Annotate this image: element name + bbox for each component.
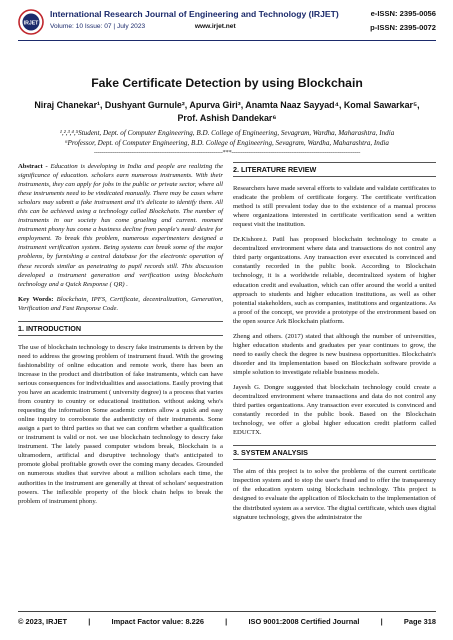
left-column: [18, 162, 223, 512]
literature-paragraph-1: Researchers have made several efforts to validate and validate certificates to eradicate the problem of certificate forgery. The certificate verification method is still prevalent today due to the existence of a manual process where organizations interested in certificate verification send a written request visit the institution.: [233, 185, 436, 229]
system-analysis-paragraph: The aim of this project is to solve the problems of the current certificate inspection system and to stop the user's fraud and to offer the transparency of the education system using blockchain technology. This project is designed to evaluate the application of Blockchain to the implementation of the distributed system as a service. The digital certificate, which uses digital signature technology, gives the administrator the: [233, 468, 436, 521]
p-issn: p-ISSN: 2395-0072: [370, 23, 436, 32]
journal-header: [18, 8, 436, 38]
footer-impact-factor: Impact Factor value: 8.226: [111, 617, 204, 626]
authors-line-1: Niraj Chanekar¹, Dushyant Gurnule², Apurva Giri³, Anamta Naaz Sayyad⁴, Komal Sawarkar⁵,: [34, 100, 420, 110]
journal-name: International Research Journal of Engineering and Technology (IRJET): [50, 9, 339, 19]
affiliations: [18, 128, 436, 148]
e-issn: e-ISSN: 2395-0056: [370, 9, 436, 18]
footer-divider: [18, 611, 436, 612]
literature-review-heading: 2. LITERATURE REVIEW: [233, 162, 436, 177]
keywords-label: Key Words:: [18, 295, 54, 303]
footer-separator-3: |: [380, 617, 383, 626]
affiliation-students: ¹,²,³,⁴,⁵Student, Dept. of Computer Engineering, B.D. College of Engineering, Sevagram, Wardha, Maharashtra, India: [59, 129, 395, 137]
abstract: [18, 162, 223, 289]
introduction-heading: 1. INTRODUCTION: [18, 321, 223, 336]
paper-title: Fake Certificate Detection by using Blockchain: [91, 76, 363, 90]
page-footer: [18, 617, 436, 626]
footer-separator-2: |: [225, 617, 228, 626]
irjet-logo: [18, 9, 44, 35]
footer-copyright: © 2023, IRJET: [18, 617, 67, 626]
section-separator: ---------------------------------------------------------------------***---------------------------------------------------------------------: [93, 149, 361, 156]
volume-issue: Volume: 10 Issue: 07 | July 2023: [50, 23, 146, 30]
introduction-text: The use of blockchain technology to descry fake instruments is driven by the need to address the growing problem of instrument fraud. With the growing fashionability of online education and remote work, there has been an increase in the product and distribution of fake instruments, which can have serious consequences for individualities and associations. Easily proving that you have an academic instrument ( university degree) is a process that varies from country to country or educational institution. without asking who's requesting the information Some academic centers allow a quick and easy online inquiry to corroborate the authenticity of their instruments. Some assign a part to third parties so that we can confirm whether a qualification or instrument is valid or not. we use blockchain technology to descry fake instrument. The lately passed computer wisdom break, Blockchain is a ultramodern, artificial and disruptive technology that's anticipated to promote global profitable growth over the coming many decades. Grounded on numerous studies that survive about a million scholars each time, the authorities in the instrument are generally at threat of scholars' sequestration powers. The inflexible property of the block chain helps to break the problem of instrument phony.: [18, 343, 223, 505]
abstract-text: Education is developing in India and people are realizing the significance of education. scholars earn numerous instruments. With their instruments, they can apply for jobs in the public or private sector, where all these instruments need to be vindicated manually. There may be cases where scholars may submit a fake instrument and it's delicate to identify them. All this can be achieved using a technology called Blockchain. The number of instruments in our society has come grueling and current. moment instrument phony has come a business decline from people's need/ desire for employment. To break this problem, numerous experimenters designed a instrument verification system. Being systems can break some of the major problems, by furnishing a central database for the electronic operation of these records similar as penetrating to pupil records still. This discussion developed a instrument generation and verification using blockchain technology and a Quick Response ( QR) .: [18, 163, 223, 288]
affiliation-professor: ⁶Professor, Dept. of Computer Engineering, B.D. College of Engineering, Sevagram, Wardha, Maharashtra, India: [65, 139, 389, 147]
keywords: [18, 295, 223, 313]
volume-line: [50, 23, 236, 30]
footer-page-number: Page 318: [403, 617, 436, 626]
footer-separator-1: |: [88, 617, 91, 626]
logo-text: IRJET: [23, 20, 39, 27]
journal-website[interactable]: www.irjet.net: [194, 23, 236, 30]
keywords-text: Blockchain, IPFS, Certificate, decentralization, Generation, Verification and Fast Response Code.: [18, 295, 223, 312]
header-divider: [18, 40, 436, 41]
literature-paragraph-2: Dr.Kishore.t. Patil has proposed blockchain technology to create a decentralized environment where data and transactions do not control any third party organizations. Any transaction ever executed is convinced and constantly recorded in the public book. According to Blockchain technology, it is a worldwide reliable, decentralized system of higher education credit and evaluation, which can offer around the world a united approach to students and higher education institutions, as well as other potential stakeholders, such as companies, institutions and organizations. As a proof of the concept, we provide a prototype of the environment based on the open source Ark Blockchain platform.: [233, 236, 436, 325]
authors-line-2: Prof. Ashish Dandekar⁶: [177, 113, 277, 123]
abstract-label: Abstract -: [18, 163, 48, 170]
system-analysis-heading: 3. SYSTEM ANALYSIS: [233, 445, 436, 460]
author-list: [18, 99, 436, 125]
literature-paragraph-3: Zheng and others. (2017) stated that although the number of universities, higher education students and graduates per year continues to grow, the need to easily check the degree is new business opportunities. Blockchain's disorder and its implementation based on Blockchain software provide a simple solution to investigate reliable business models.: [233, 332, 436, 376]
literature-paragraph-4: Jayesh G. Dongre suggested that blockchain technology could create a decentralized environment where transactions and data do not control any third parties organizations. Any transaction ever executed is convinced and constantly recorded in the public book. Based on the Blockchain technology, we offer a global higher education credit platform called EDUCTX.: [233, 383, 436, 437]
footer-iso: ISO 9001:2008 Certified Journal: [248, 617, 360, 626]
right-column: [233, 162, 436, 528]
